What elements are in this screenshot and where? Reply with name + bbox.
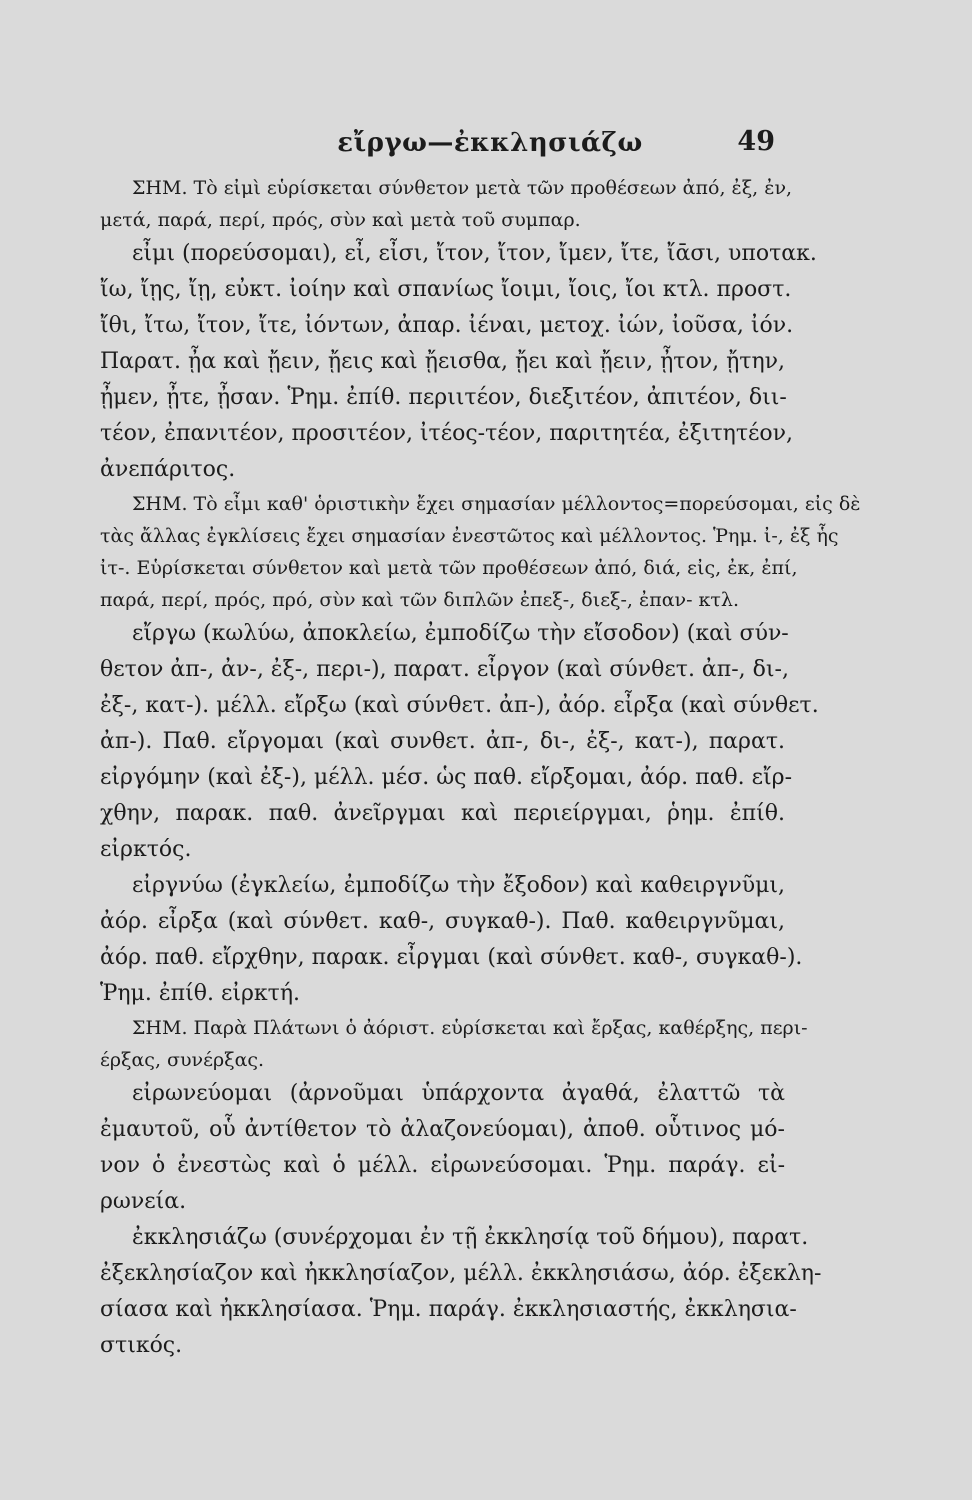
text-line: ἀπ-). Παθ. εἴργομαι (καὶ συνθετ. ἀπ-, δι-, ἐξ-, κατ-), παρατ. (100, 729, 785, 754)
text-line: εἴργω (κωλύω, ἀποκλείω, ἐμποδίζω τὴν εἴσοδον) (καὶ σύν- (132, 621, 789, 646)
text-line: ἀνεπάριτος. (100, 457, 236, 482)
text-line: Ῥημ. ἐπίθ. εἰρκτή. (100, 981, 301, 1006)
text-line: χθην, παρακ. παθ. ἀνεῖργμαι καὶ περιείργμαι, ῥημ. ἐπίθ. (100, 801, 785, 826)
text-line: ἰτ-. Εὑρίσκεται σύνθετον καὶ μετὰ τῶν προθέσεων ἀπό, διά, εἰς, ἐκ, ἐπί, (100, 557, 798, 579)
text-line: ΣΗΜ. Τὸ εἰμὶ εὑρίσκεται σύνθετον μετὰ τῶν προθέσεων ἀπό, ἐξ, ἐν, (132, 177, 793, 199)
text-line: εἰρκτός. (100, 837, 192, 862)
note-block (100, 172, 793, 236)
text-line: θετον ἀπ-, ἀν-, ἐξ-, περι-), παρατ. εἶργον (καὶ σύνθετ. ἀπ-, δι-, (100, 657, 789, 682)
entry-ekklesiazo (100, 1220, 822, 1364)
entry-eimi (100, 236, 817, 488)
note-block (100, 488, 861, 616)
text-line: τὰς ἄλλας ἐγκλίσεις ἔχει σημασίαν ἐνεστῶτος καὶ μέλλοντος. Ῥημ. ἰ-, ἐξ ἧς (100, 525, 839, 547)
text-line: ᾖμεν, ᾖτε, ᾖσαν. Ῥημ. ἐπίθ. περιιτέον, διεξιτέον, ἀπιτέον, διι- (100, 385, 787, 410)
text-line: τέον, ἐπανιτέον, προσιτέον, ἰτέος-τέον, παριτητέα, ἐξιτητέον, (100, 421, 794, 446)
entry-eirgo (100, 616, 819, 868)
entry-eirgnyo (100, 868, 803, 1012)
text-line: εἰργνύω (ἐγκλείω, ἐμποδίζω τὴν ἔξοδον) καὶ καθειργνῦμι, (132, 873, 785, 898)
entry-eironeuomai (100, 1076, 785, 1220)
text-line: ἐμαυτοῦ, οὗ ἀντίθετον τὸ ἀλαζονεύομαι), ἀποθ. οὗτινος μό- (100, 1117, 785, 1142)
dictionary-body (100, 172, 861, 1364)
text-line: ΣΗΜ. Τὸ εἶμι καθ' ὁριστικὴν ἔχει σημασίαν μέλλοντος=πορεύσομαι, εἰς δὲ (132, 493, 861, 515)
text-line: ἀόρ. παθ. εἴρχθην, παρακ. εἶργμαι (καὶ σύνθετ. καθ-, συγκαθ-). (100, 945, 803, 970)
page-number: 49 (737, 126, 775, 157)
text-line: εἰρωνεύομαι (ἀρνοῦμαι ὑπάρχοντα ἀγαθά, ἐλαττῶ τὰ (132, 1081, 785, 1106)
running-header: εἴργω—ἐκκλησιάζω (337, 128, 643, 158)
text-line: εἰργόμην (καὶ ἐξ-), μέλλ. μέσ. ὡς παθ. εἴρξομαι, ἀόρ. παθ. εἴρ- (100, 765, 793, 790)
text-line: έρξας, συνέρξας. (100, 1049, 265, 1071)
text-line: εἶμι (πορεύσομαι), εἶ, εἶσι, ἴτον, ἴτον, ἴμεν, ἴτε, ἴᾱσι, υποτακ. (132, 241, 817, 266)
note-block (100, 1012, 808, 1076)
text-line: Παρατ. ᾖα καὶ ᾔειν, ᾔεις καὶ ᾔεισθα, ᾔει καὶ ᾔειν, ᾖτον, ᾔτην, (100, 349, 785, 374)
text-line: σίασα καὶ ἠκκλησίασα. Ῥημ. παράγ. ἐκκλησιαστής, ἐκκλησια- (100, 1297, 797, 1322)
text-line: ἴθι, ἴτω, ἴτον, ἴτε, ἰόντων, ἀπαρ. ἰέναι, μετοχ. ἰών, ἰοῦσα, ἰόν. (100, 313, 794, 338)
text-line: ἐξ-, κατ-). μέλλ. εἴρξω (καὶ σύνθετ. ἀπ-), ἀόρ. εἶρξα (καὶ σύνθετ. (100, 693, 819, 718)
text-line: ἀόρ. εἶρξα (καὶ σύνθετ. καθ-, συγκαθ-). Παθ. καθειργνῦμαι, (100, 909, 785, 934)
text-line: παρά, περί, πρός, πρό, σὺν καὶ τῶν διπλῶν ἐπεξ-, διεξ-, ἐπαν- κτλ. (100, 589, 739, 611)
text-line: μετά, παρά, περί, πρός, σὺν καὶ μετὰ τοῦ συμπαρ. (100, 209, 581, 231)
text-line: ἴω, ἴῃς, ἴῃ, εὐκτ. ἰοίην καὶ σπανίως ἴοιμι, ἴοις, ἴοι κτλ. προστ. (100, 277, 792, 302)
text-line: ρωνεία. (100, 1189, 187, 1214)
text-line: ΣΗΜ. Παρὰ Πλάτωνι ὁ ἀόριστ. εὑρίσκεται καὶ ἔρξας, καθέρξης, περι- (132, 1017, 808, 1039)
text-line: νον ὁ ἐνεστὼς καὶ ὁ μέλλ. εἰρωνεύσομαι. Ῥημ. παράγ. εἰ- (100, 1153, 785, 1178)
text-line: ἐξεκλησίαζον καὶ ἠκκλησίαζον, μέλλ. ἐκκλησιάσω, ἀόρ. ἐξεκλη- (100, 1261, 822, 1286)
text-line: στικός. (100, 1333, 183, 1358)
text-line: ἐκκλησιάζω (συνέρχομαι ἐν τῇ ἐκκλησίᾳ τοῦ δήμου), παρατ. (132, 1225, 809, 1250)
